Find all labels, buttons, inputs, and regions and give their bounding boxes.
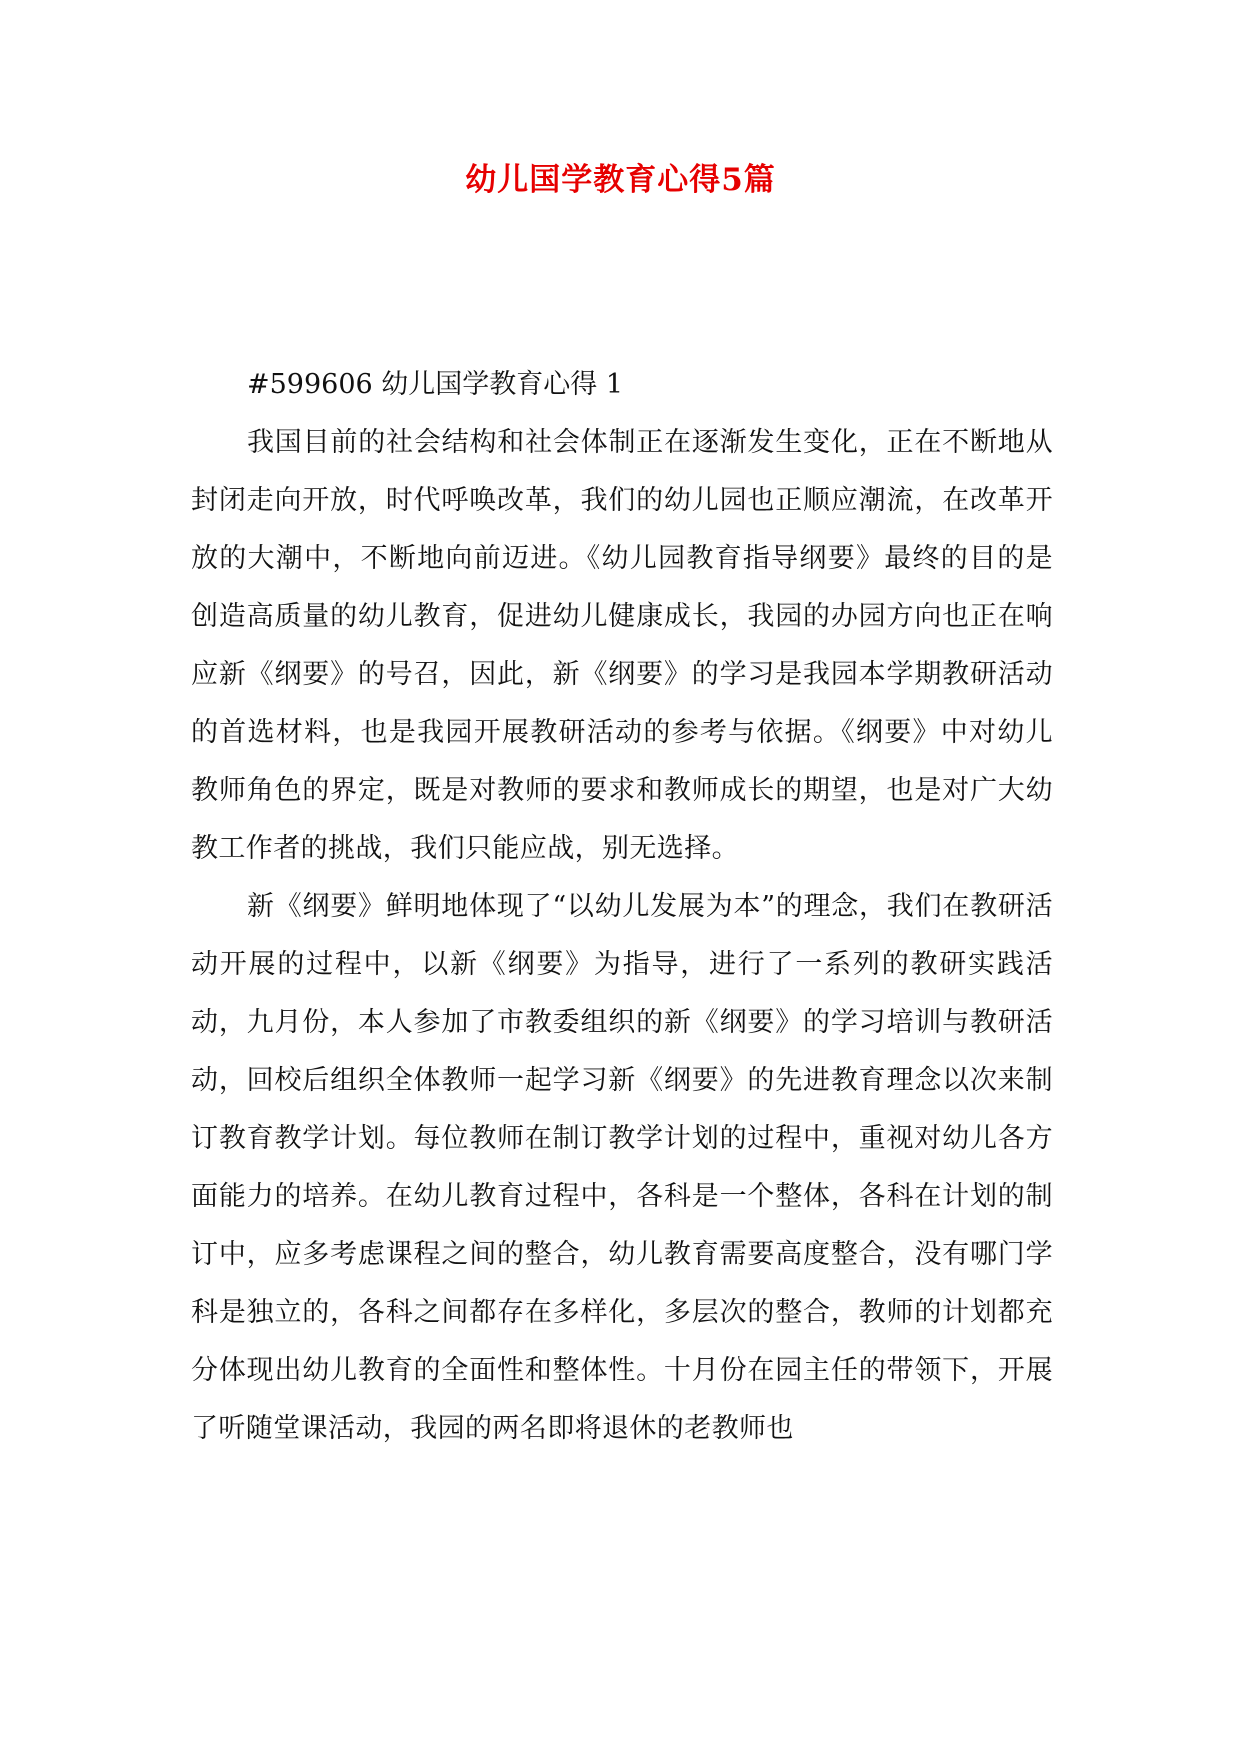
document-body [191,356,1053,1458]
section-heading: #599606 幼儿国学教育心得 1 [247,369,624,400]
paragraph-1: 我国目前的社会结构和社会体制正在逐渐发生变化，正在不断地从封闭走向开放，时代呼唤改革，我们的幼儿园也正顺应潮流，在改革开放的大潮中，不断地向前迈进。《幼儿园教育指导纲要》最终的目的是创造高质量的幼儿教育，促进幼儿健康成长，我园的办园方向也正在响应新《纲要》的号召，因此，新《纲要》的学习是我园本学期教研活动的首选材料，也是我园开展教研活动的参考与依据。《纲要》中对幼儿教师角色的界定，既是对教师的要求和教师成长的期望，也是对广大幼教工作者的挑战，我们只能应战，别无选择。 [191,427,1053,864]
paragraph-2: 新《纲要》鲜明地体现了“以幼儿发展为本”的理念，我们在教研活动开展的过程中，以新《纲要》为指导，进行了一系列的教研实践活动，九月份，本人参加了市教委组织的新《纲要》的学习培训与教研活动，回校后组织全体教师一起学习新《纲要》的先进教育理念以次来制订教育教学计划。每位教师在制订教学计划的过程中，重视对幼儿各方面能力的培养。在幼儿教育过程中，各科是一个整体，各科在计划的制订中，应多考虑课程之间的整合，幼儿教育需要高度整合，没有哪门学科是独立的，各科之间都存在多样化，多层次的整合，教师的计划都充分体现出幼儿教育的全面性和整体性。十月份在园主任的带领下，开展了听随堂课活动，我园的两名即将退休的老教师也 [191,891,1053,1444]
document-title: 幼儿国学教育心得5篇 [465,162,776,198]
